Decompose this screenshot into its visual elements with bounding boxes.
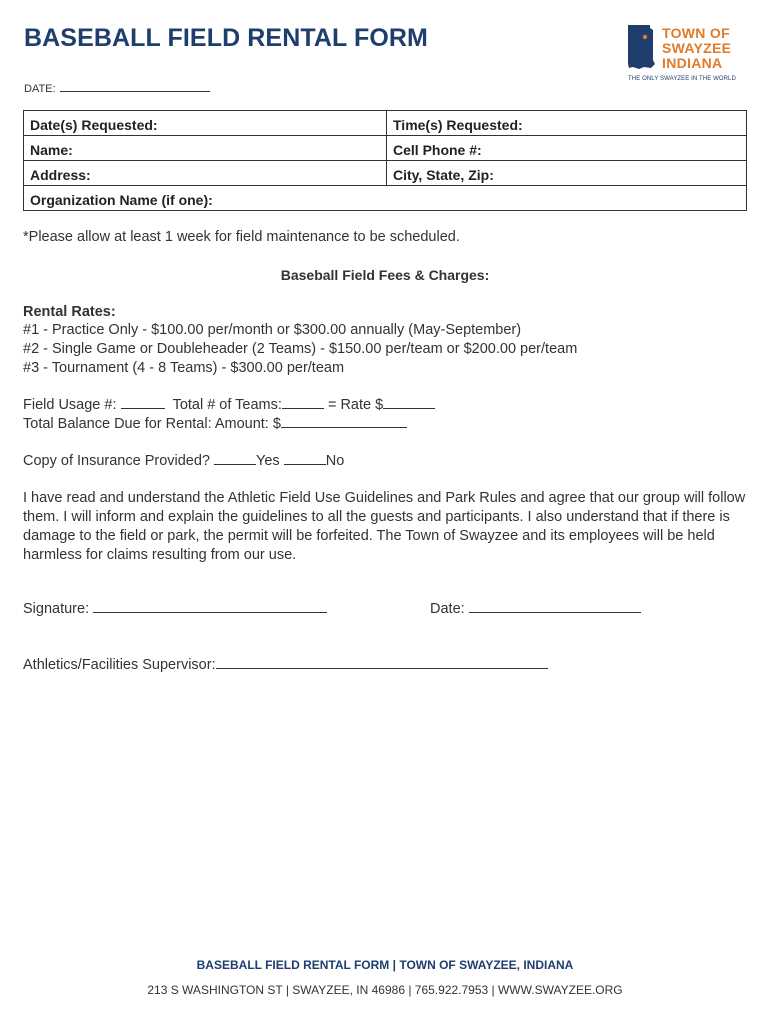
total-teams-label: Total # of Teams: <box>172 397 282 413</box>
rate-item-1: #1 - Practice Only - $100.00 per/month or $300.00 annually (May-September) <box>23 322 522 338</box>
field-usage-input[interactable] <box>121 397 165 409</box>
insurance-yes-label: Yes <box>256 453 280 469</box>
insurance-no-input[interactable] <box>284 453 326 465</box>
town-logo <box>624 24 736 86</box>
balance-input[interactable] <box>281 416 407 428</box>
date-field[interactable] <box>24 82 210 95</box>
supervisor-input[interactable] <box>216 657 548 669</box>
maintenance-note: *Please allow at least 1 week for field maintenance to be scheduled. <box>23 229 460 245</box>
balance-row <box>23 416 407 432</box>
logo-tagline: THE ONLY SWAYZEE IN THE WORLD <box>628 76 736 82</box>
total-teams-input[interactable] <box>282 397 324 409</box>
logo-line-2: SWAYZEE <box>662 40 732 56</box>
insurance-row <box>23 453 344 469</box>
organization-name-field[interactable]: Organization Name (if one): <box>24 186 747 211</box>
signature-date-label: Date: <box>430 601 465 617</box>
agreement-paragraph: I have read and understand the Athletic Field Use Guidelines and Park Rules and agree that our group will follow them. I will inform and explain the guidelines to all the guests and participants. I also understand that if there is damage to the field or park, the permit will be forfeited. The Town of Swayzee and its employees will be held harmless for claims resulting from our use. <box>23 490 746 563</box>
field-usage-label: Field Usage #: <box>23 397 117 413</box>
date-underline[interactable] <box>60 82 210 92</box>
indiana-map-icon <box>624 24 658 70</box>
rate-item-2: #2 - Single Game or Doubleheader (2 Teams) - $150.00 per/team or $200.00 per/team <box>23 341 578 357</box>
page-title: BASEBALL FIELD RENTAL FORM <box>24 24 428 52</box>
signature-input[interactable] <box>93 601 327 613</box>
rate-label: = Rate $ <box>327 397 384 413</box>
name-field[interactable]: Name: <box>24 136 387 161</box>
signature-label: Signature: <box>23 601 90 617</box>
city-state-zip-field[interactable]: City, State, Zip: <box>387 161 747 186</box>
signature-row <box>23 601 327 617</box>
date-label: DATE: <box>24 83 56 95</box>
times-requested-field[interactable]: Time(s) Requested: <box>387 111 747 136</box>
supervisor-row <box>23 657 548 673</box>
rate-item-3: #3 - Tournament (4 - 8 Teams) - $300.00 per/team <box>23 360 345 376</box>
logo-line-3: INDIANA <box>662 55 723 71</box>
footer-address: 213 S WASHINGTON ST | SWAYZEE, IN 46986 | 765.922.7953 | WWW.SWAYZEE.ORG <box>147 983 623 997</box>
insurance-yes-input[interactable] <box>214 453 256 465</box>
rate-input[interactable] <box>383 397 435 409</box>
address-field[interactable]: Address: <box>24 161 387 186</box>
fees-heading: Baseball Field Fees & Charges: <box>280 267 490 283</box>
insurance-label: Copy of Insurance Provided? <box>23 453 210 469</box>
balance-label: Total Balance Due for Rental: Amount: $ <box>23 416 281 432</box>
dates-requested-field[interactable]: Date(s) Requested: <box>24 111 387 136</box>
signature-date-row <box>430 601 641 617</box>
supervisor-label: Athletics/Facilities Supervisor: <box>23 657 216 673</box>
requester-info-table <box>23 110 747 211</box>
logo-line-1: TOWN OF <box>662 25 730 41</box>
insurance-no-label: No <box>325 453 345 469</box>
cell-phone-field[interactable]: Cell Phone #: <box>387 136 747 161</box>
logo-text <box>662 26 731 71</box>
footer-title: BASEBALL FIELD RENTAL FORM | TOWN OF SWAYZEE, INDIANA <box>196 958 574 972</box>
signature-date-input[interactable] <box>469 601 641 613</box>
field-usage-row <box>23 397 435 413</box>
rental-rates-heading: Rental Rates: <box>23 304 116 320</box>
